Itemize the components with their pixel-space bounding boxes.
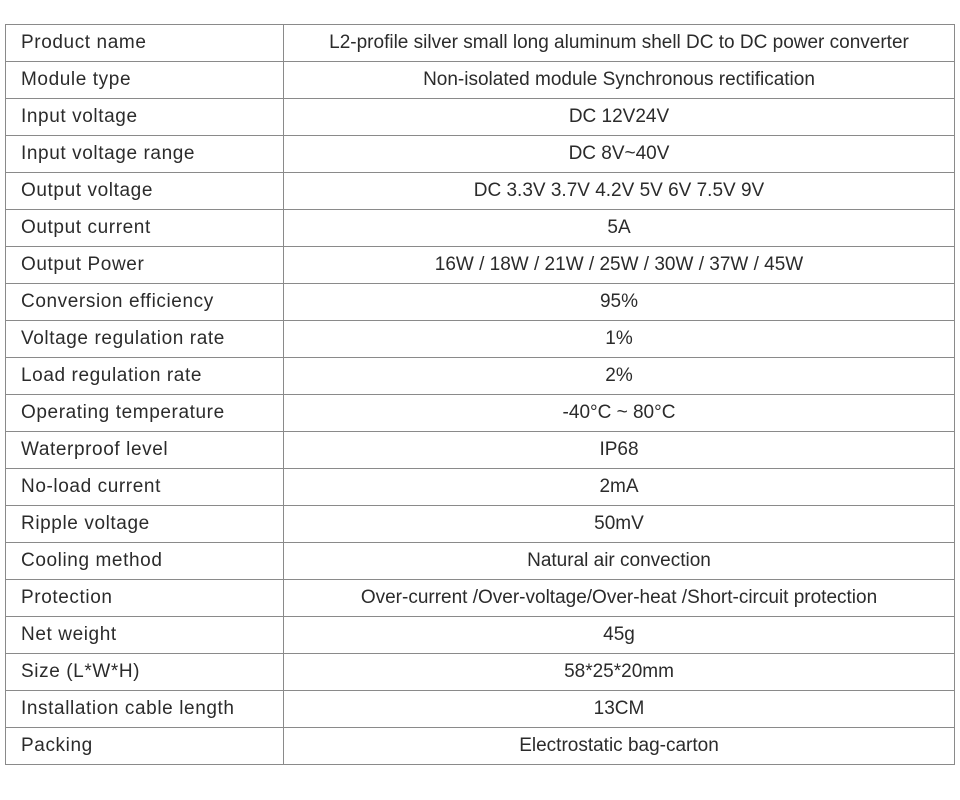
- table-row: [6, 617, 955, 654]
- row-label: No-load current: [6, 469, 284, 506]
- row-value: Natural air convection: [284, 543, 955, 580]
- row-label: Output voltage: [6, 173, 284, 210]
- row-label: Input voltage: [6, 99, 284, 136]
- spec-table: [5, 24, 955, 765]
- table-row: [6, 321, 955, 358]
- row-value: Non-isolated module Synchronous rectification: [284, 62, 955, 99]
- row-label: Module type: [6, 62, 284, 99]
- row-value: Electrostatic bag-carton: [284, 728, 955, 765]
- row-value: L2-profile silver small long aluminum shell DC to DC power converter: [284, 25, 955, 62]
- row-label: Operating temperature: [6, 395, 284, 432]
- row-label: Net weight: [6, 617, 284, 654]
- table-row: [6, 210, 955, 247]
- row-label: Conversion efficiency: [6, 284, 284, 321]
- row-value: IP68: [284, 432, 955, 469]
- row-value: 45g: [284, 617, 955, 654]
- table-row: [6, 691, 955, 728]
- row-value: 13CM: [284, 691, 955, 728]
- row-label: Waterproof level: [6, 432, 284, 469]
- table-row: [6, 358, 955, 395]
- table-row: [6, 543, 955, 580]
- row-label: Ripple voltage: [6, 506, 284, 543]
- row-value: 2%: [284, 358, 955, 395]
- row-label: Packing: [6, 728, 284, 765]
- table-row: [6, 247, 955, 284]
- row-value: 95%: [284, 284, 955, 321]
- row-label: Output current: [6, 210, 284, 247]
- row-value: 1%: [284, 321, 955, 358]
- row-value: 58*25*20mm: [284, 654, 955, 691]
- table-row: [6, 136, 955, 173]
- table-row: [6, 580, 955, 617]
- row-value: DC 12V24V: [284, 99, 955, 136]
- row-label: Cooling method: [6, 543, 284, 580]
- row-value: DC 3.3V 3.7V 4.2V 5V 6V 7.5V 9V: [284, 173, 955, 210]
- table-row: [6, 99, 955, 136]
- spec-table-body: [6, 25, 955, 765]
- row-label: Output Power: [6, 247, 284, 284]
- row-label: Product name: [6, 25, 284, 62]
- table-row: [6, 25, 955, 62]
- table-row: [6, 284, 955, 321]
- row-label: Input voltage range: [6, 136, 284, 173]
- row-value: 5A: [284, 210, 955, 247]
- table-row: [6, 62, 955, 99]
- table-row: [6, 432, 955, 469]
- row-label: Installation cable length: [6, 691, 284, 728]
- table-row: [6, 173, 955, 210]
- table-row: [6, 728, 955, 765]
- row-label: Protection: [6, 580, 284, 617]
- row-label: Load regulation rate: [6, 358, 284, 395]
- row-label: Voltage regulation rate: [6, 321, 284, 358]
- row-value: Over-current /Over-voltage/Over-heat /Short-circuit protection: [284, 580, 955, 617]
- row-value: 50mV: [284, 506, 955, 543]
- table-row: [6, 395, 955, 432]
- row-label: Size (L*W*H): [6, 654, 284, 691]
- row-value: 2mA: [284, 469, 955, 506]
- row-value: 16W / 18W / 21W / 25W / 30W / 37W / 45W: [284, 247, 955, 284]
- table-row: [6, 469, 955, 506]
- row-value: DC 8V~40V: [284, 136, 955, 173]
- table-row: [6, 506, 955, 543]
- table-row: [6, 654, 955, 691]
- row-value: -40°C ~ 80°C: [284, 395, 955, 432]
